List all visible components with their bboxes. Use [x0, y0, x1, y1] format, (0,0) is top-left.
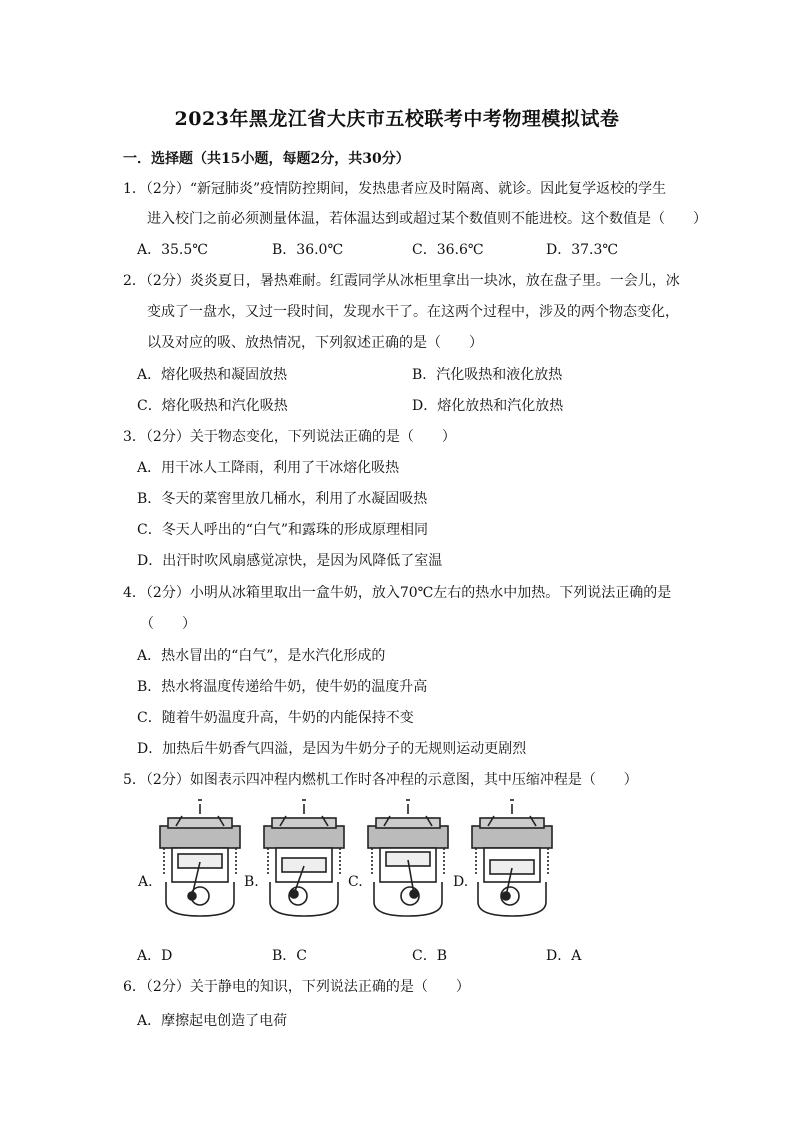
question-2-text: 2．（2分）炎炎夏日，暑热难耐。红霞同学从冰柜里拿出一块冰，放在盘子里。一会儿，冰: [123, 273, 680, 289]
question-3-text: 3．（2分）关于物态变化，下列说法正确的是（ ）: [123, 429, 456, 445]
question-1-option-b: B．36.0℃: [272, 242, 344, 258]
section-heading: 一．选择题（共15小题，每题2分，共30分）: [123, 151, 410, 167]
question-1-option-c: C．36.6℃: [412, 242, 484, 258]
question-3-option-b: B．冬天的菜窖里放几桶水，利用了水凝固吸热: [137, 491, 428, 507]
question-3-option-d: D．出汗时吹风扇感觉凉快，是因为风降低了室温: [137, 553, 443, 569]
engine-diagram-c: [362, 796, 454, 918]
question-2-option-a: A．熔化吸热和凝固放热: [137, 367, 288, 383]
question-1-text-cont: 进入校门之前必须测量体温，若体温达到或超过某个数值则不能进校。这个数值是（ ）: [147, 211, 707, 227]
question-5-option-b: B．C: [272, 948, 307, 964]
question-2-option-c: C．熔化吸热和汽化吸热: [137, 398, 288, 414]
question-4-text: 4．（2分）小明从冰箱里取出一盒牛奶，放入70℃左右的热水中加热。下列说法正确的是: [123, 585, 672, 601]
page-title: 2023年黑龙江省大庆市五校联考中考物理模拟试卷: [174, 108, 620, 130]
figure-label-d: D.: [453, 874, 469, 890]
question-5-option-d: D．A: [546, 948, 582, 964]
figure-label-b: B.: [244, 874, 259, 890]
question-2-text-cont: 变成了一盘水，又过一段时间，发现水干了。在这两个过程中，涉及的两个物态变化，: [147, 304, 679, 320]
question-2-option-b: B．汽化吸热和液化放热: [412, 367, 563, 383]
question-6-option-a: A．摩擦起电创造了电荷: [137, 1013, 288, 1029]
question-5-text: 5．（2分）如图表示四冲程内燃机工作时各冲程的示意图，其中压缩冲程是（ ）: [123, 772, 638, 788]
question-4-option-c: C．随着牛奶温度升高，牛奶的内能保持不变: [137, 710, 414, 726]
question-2-text-cont-2: 以及对应的吸、放热情况，下列叙述正确的是（ ）: [147, 335, 483, 351]
question-1-text: 1．（2分）“新冠肺炎”疫情防控期间，发热患者应及时隔离、就诊。因此复学返校的学生: [123, 181, 667, 197]
question-1-option-a: A．35.5℃: [137, 242, 208, 258]
question-3-option-c: C．冬天人呼出的“白气”和露珠的形成原理相同: [137, 522, 429, 538]
question-4-option-b: B．热水将温度传递给牛奶，使牛奶的温度升高: [137, 679, 428, 695]
figure-label-a: A.: [138, 874, 153, 890]
engine-diagram-b: [258, 796, 350, 918]
engine-diagram-a: [154, 796, 246, 918]
question-3-option-a: A．用干冰人工降雨，利用了干冰熔化吸热: [137, 460, 400, 476]
question-4-option-a: A．热水冒出的“白气”，是水汽化形成的: [137, 648, 386, 664]
engine-diagram-d: [466, 796, 558, 918]
question-4-text-cont: （ ）: [140, 616, 196, 632]
question-1-option-d: D．37.3℃: [546, 242, 619, 258]
question-4-option-d: D．加热后牛奶香气四溢，是因为牛奶分子的无规则运动更剧烈: [137, 741, 527, 757]
question-5-option-a: A．D: [137, 948, 173, 964]
question-6-text: 6．（2分）关于静电的知识，下列说法正确的是（ ）: [123, 979, 470, 995]
question-2-option-d: D．熔化放热和汽化放热: [412, 398, 564, 414]
figure-label-c: C.: [348, 874, 363, 890]
question-5-option-c: C．B: [412, 948, 447, 964]
